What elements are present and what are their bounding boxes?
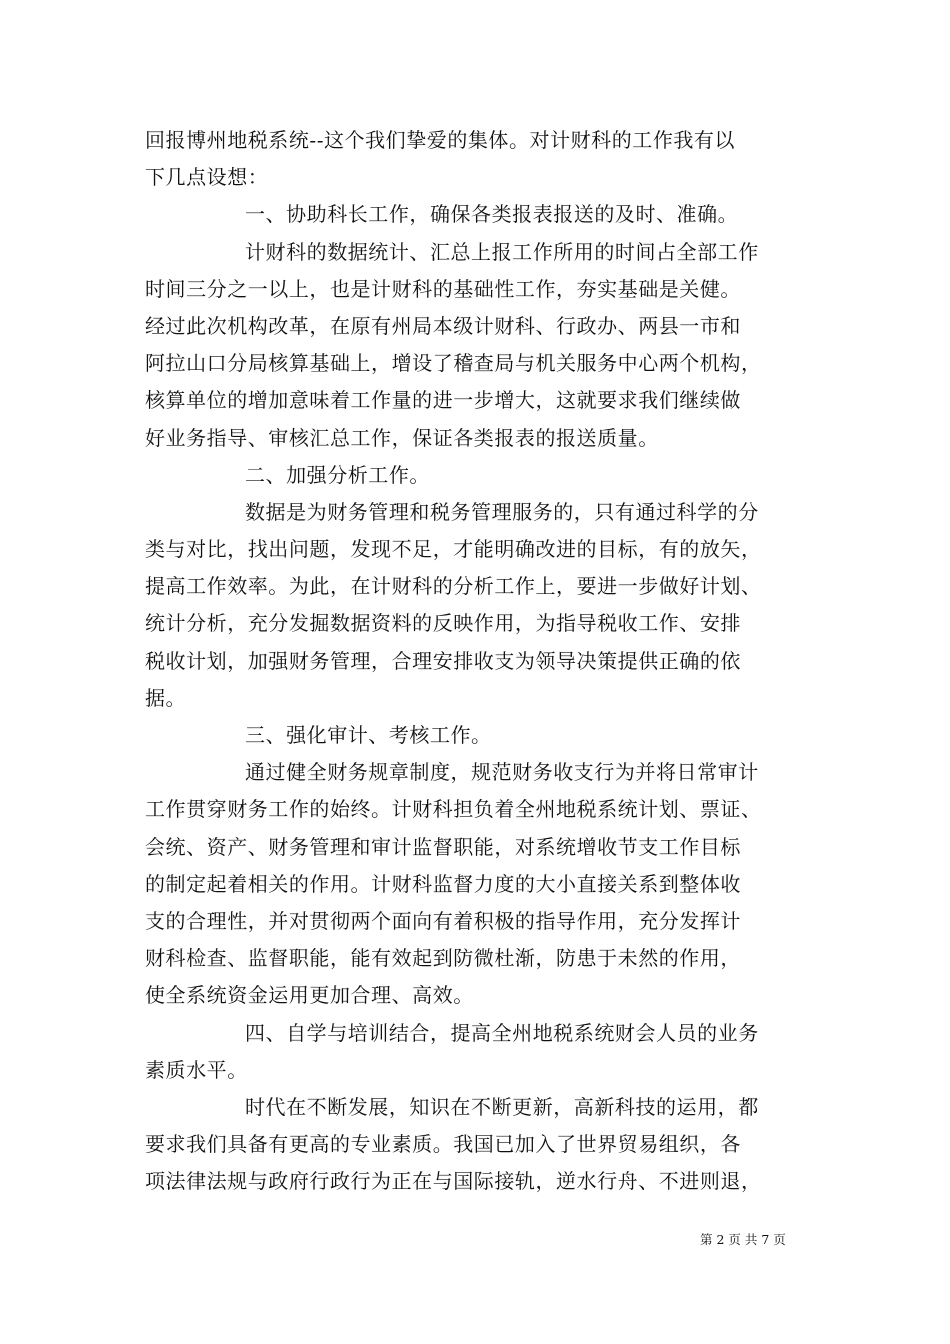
text-line: 税收计划，加强财务管理，合理安排收支为领导决策提供正确的依	[145, 648, 741, 673]
text-line: 二、加强分析工作。	[245, 462, 430, 487]
text-line: 计财科的数据统计、汇总上报工作所用的时间占全部工作	[245, 239, 759, 264]
text-line: 下几点设想：	[145, 165, 269, 190]
text-line: 财科检查、监督职能，能有效起到防微杜渐，防患于未然的作用，	[145, 946, 741, 971]
text-line: 统计分析，充分发掘数据资料的反映作用，为指导税收工作、安排	[145, 611, 741, 636]
text-line: 时代在不断发展，知识在不断更新，高新科技的运用，都	[245, 1094, 759, 1119]
text-line: 好业务指导、审核汇总工作，保证各类报表的报送质量。	[145, 425, 659, 450]
document-body	[145, 122, 807, 1200]
text-line: 通过健全财务规章制度，规范财务收支行为并将日常审计	[245, 760, 759, 785]
text-line: 数据是为财务管理和税务管理服务的，只有通过科学的分	[245, 499, 759, 524]
text-line: 工作贯穿财务工作的始终。计财科担负着全州地税系统计划、票证、	[145, 797, 762, 822]
text-line: 类与对比，找出问题，发现不足，才能明确改进的目标，有的放矢，	[145, 537, 762, 562]
text-line: 使全系统资金运用更加合理、高效。	[145, 983, 474, 1008]
text-line: 时间三分之一以上，也是计财科的基础性工作，夯实基础是关健。	[145, 276, 741, 301]
text-line: 一、协助科长工作，确保各类报表报送的及时、准确。	[245, 202, 739, 227]
text-line: 的制定起着相关的作用。计财科监督力度的大小直接关系到整体收	[145, 871, 741, 896]
text-line: 据。	[145, 685, 187, 710]
text-line: 项法律法规与政府行政行为正在与国际接轨，逆水行舟、不进则退，	[145, 1169, 762, 1194]
text-line: 经过此次机构改革，在原有州局本级计财科、行政办、两县一市和	[145, 313, 741, 338]
text-line: 四、自学与培训结合，提高全州地税系统财会人员的业务	[245, 1020, 759, 1045]
text-line: 支的合理性，并对贯彻两个面向有着积极的指导作用，充分发挥计	[145, 908, 741, 933]
text-line: 三、强化审计、考核工作。	[245, 723, 492, 747]
text-line: 提高工作效率。为此，在计财科的分析工作上，要进一步做好计划、	[145, 574, 762, 599]
text-line: 回报博州地税系统--这个我们挚爱的集体。对计财科的工作我有以	[145, 128, 736, 152]
text-line: 要求我们具备有更高的专业素质。我国已加入了世界贸易组织，各	[145, 1132, 741, 1157]
text-line: 核算单位的增加意味着工作量的进一步增大，这就要求我们继续做	[145, 388, 741, 413]
text-line: 阿拉山口分局核算基础上，增设了稽查局与机关服务中心两个机构，	[145, 351, 762, 376]
text-line: 会统、资产、财务管理和审计监督职能，对系统增收节支工作目标	[145, 834, 741, 859]
page-number-footer: 第 2 页 共 7 页	[700, 1232, 786, 1247]
text-line: 素质水平。	[145, 1057, 248, 1082]
